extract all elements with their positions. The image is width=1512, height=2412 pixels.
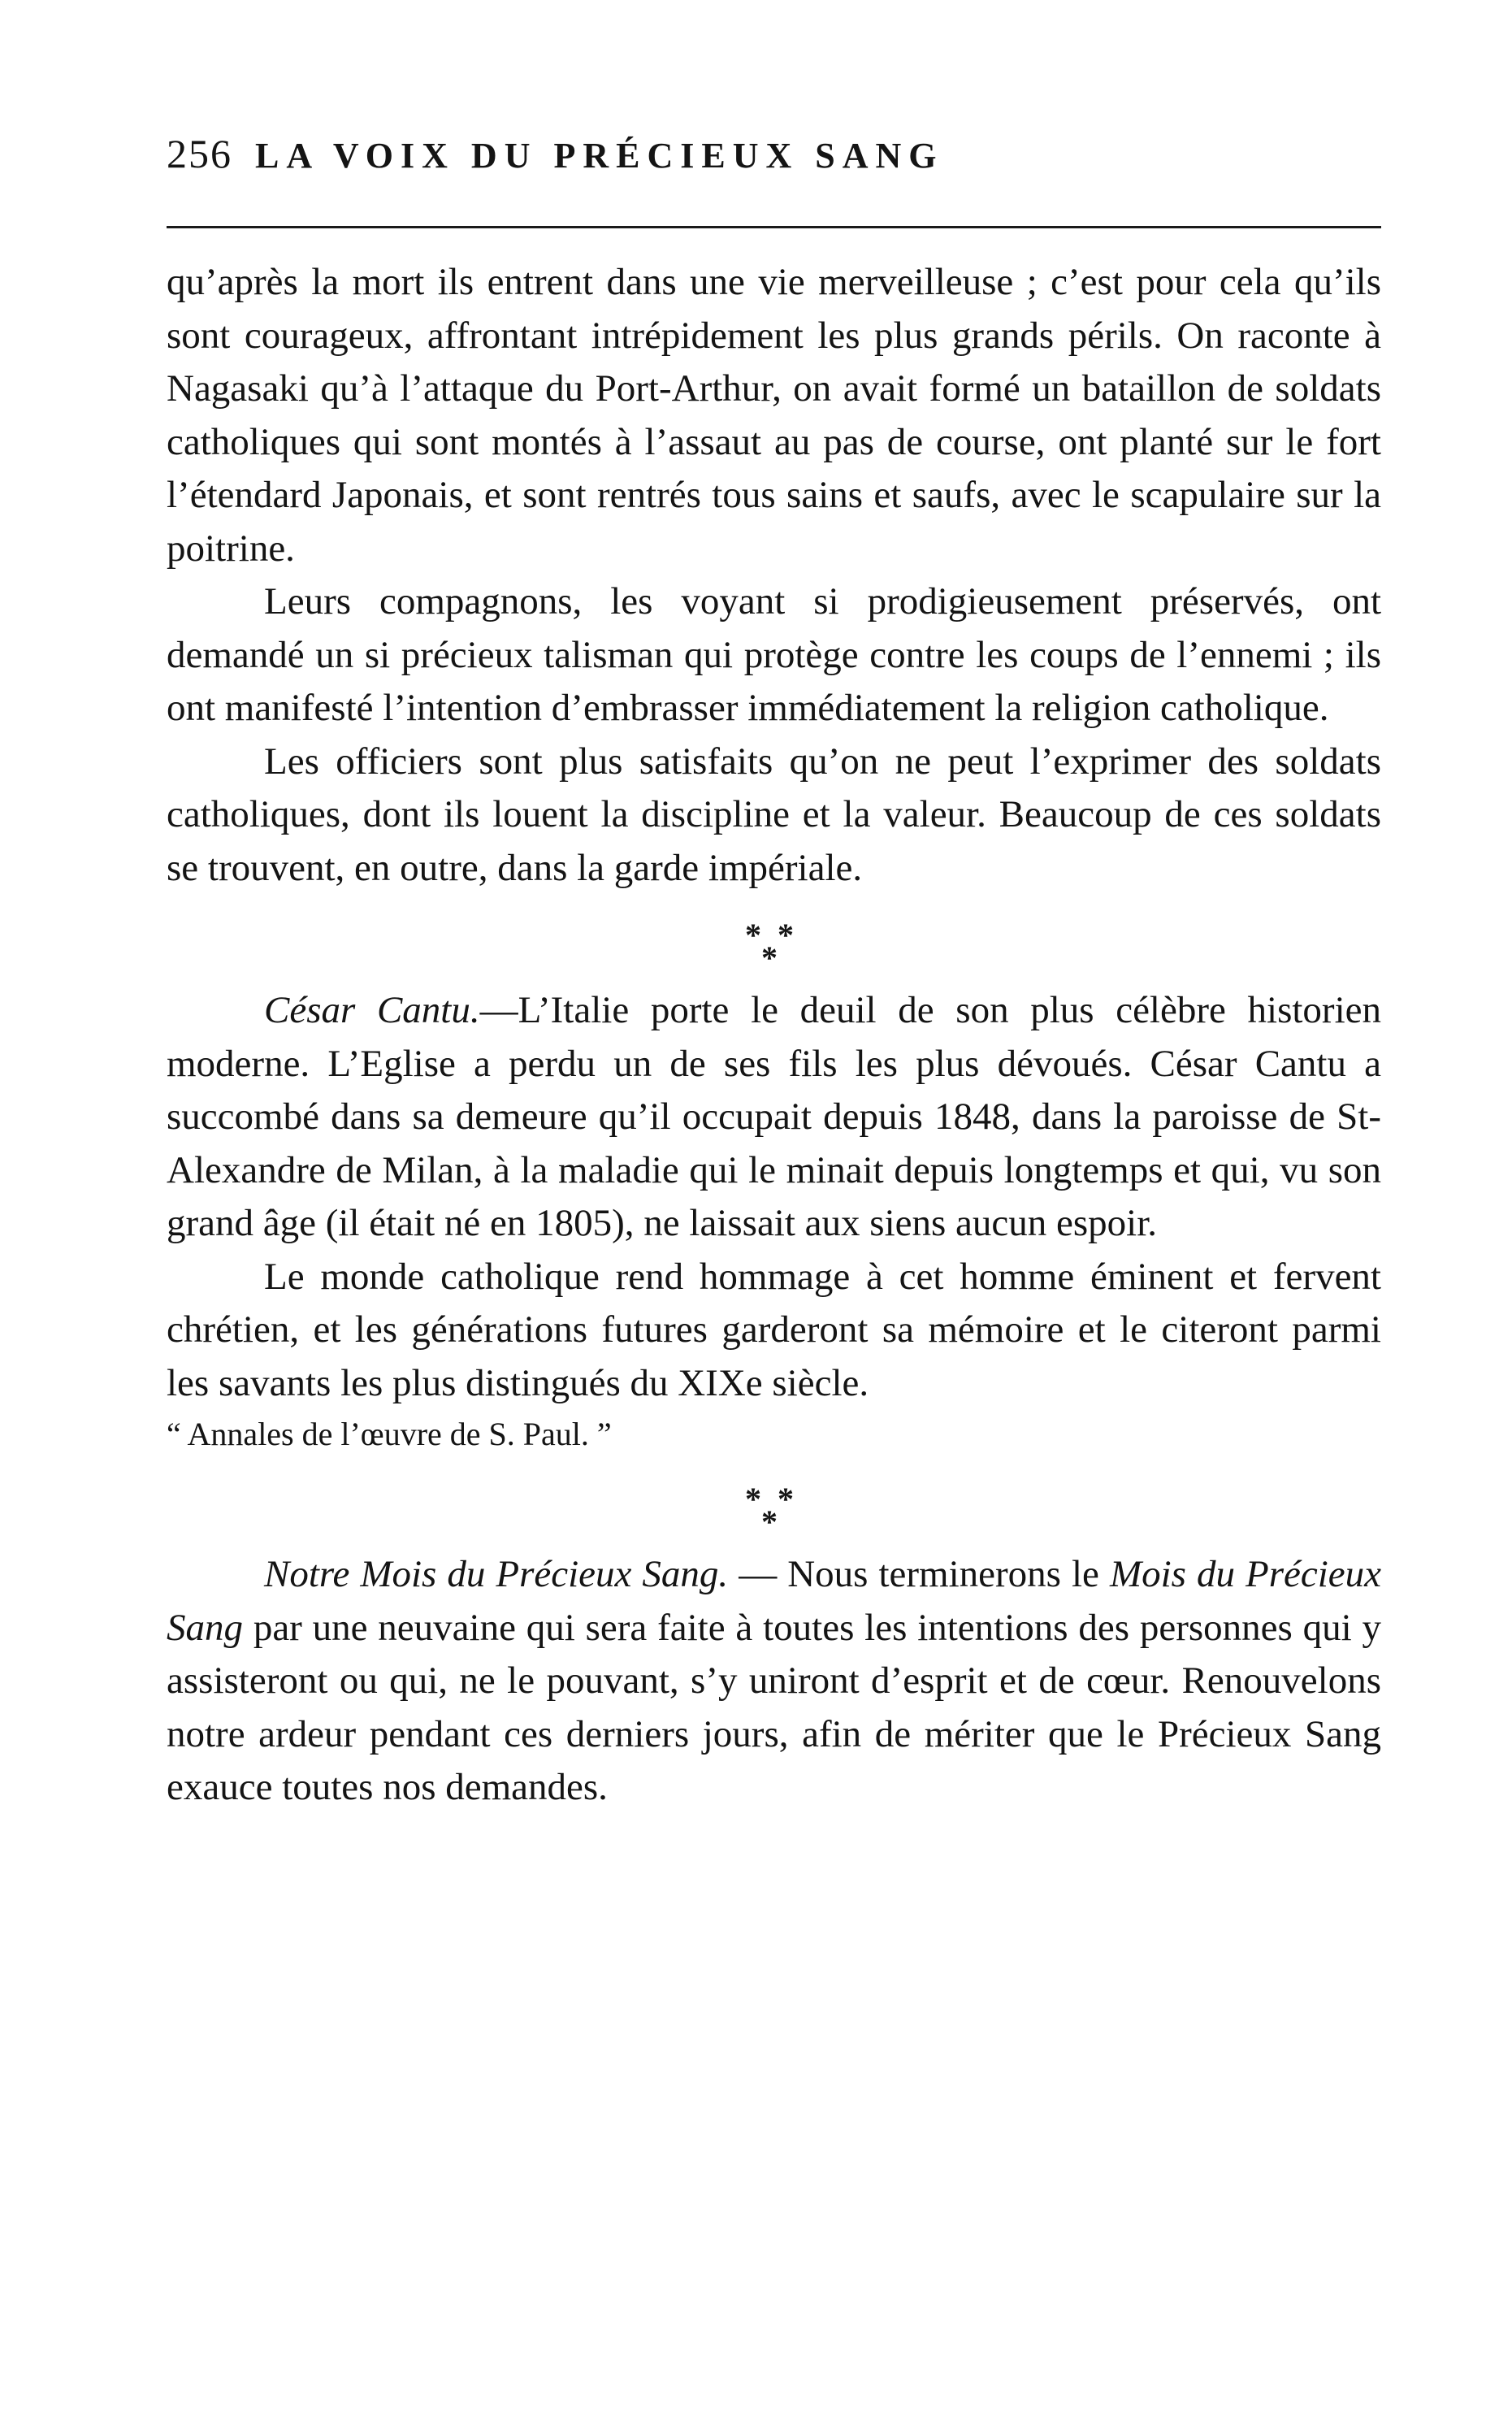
paragraph-mois-precieux-sang — [167, 1548, 1381, 1815]
paragraph-compagnons: Leurs compagnons, les voyant si prodigieusement préservés, ont demandé un si précieux talisman qui protège contre les coups de l’ennemi ; ils ont manifesté l’intention d’embrasser immédiatement la religion catholique. — [167, 580, 1381, 729]
asterism-divider — [167, 1459, 1381, 1548]
asterism-star: * — [745, 917, 761, 953]
asterism-divider — [167, 895, 1381, 984]
paragraph-nagasaki: qu’après la mort ils entrent dans une vie merveilleuse ; c’est pour cela qu’ils sont courageux, affrontant intrépidement les plus grands périls. On raconte à Nagasaki qu’à l’attaque du Port-Arthur, on avait formé un bataillon de soldats catholiques qui sont montés à l’assaut au pas de course, ont planté sur le fort l’étendard Japonais, et sont rentrés tous sains et saufs, avec le scapulaire sur la poitrine. — [167, 261, 1381, 570]
asterism-star: * — [745, 1481, 761, 1517]
paragraph-mois-text-a: — Nous terminerons le — [728, 1553, 1110, 1595]
paragraph-monde-catholique: Le monde catholique rend hommage à cet homme éminent et fervent chrétien, et les générations futures garderont sa mémoire et le citeront parmi les savants les plus distingués du XIXe siècle. — [167, 1255, 1381, 1404]
paragraph-mois-text-b: par une neuvaine qui sera faite à toutes les intentions des personnes qui y assisteront ou qui, ne le pouvant, s’y uniront d’esprit et de cœur. Renouvelons notre ardeur pendant ces derniers jours, afin de mériter que le Précieux Sang exauce toutes nos demandes. — [167, 1606, 1381, 1808]
asterism-star: * — [778, 1481, 794, 1517]
asterism-star: * — [778, 917, 794, 953]
page-number: 256 — [167, 131, 232, 176]
asterism-star: * — [761, 939, 778, 976]
italic-mois-du-precieux-sang: Mois du Précieux Sang — [167, 1553, 1381, 1649]
document-page — [167, 130, 1381, 1815]
body-text — [167, 256, 1381, 1815]
paragraph-cesar-cantu-text: —L’Italie porte le deuil de son plus célèbre historien moderne. L’Eglise a perdu un de ses fils les plus dévoués. César Cantu a succombé dans sa demeure qu’il occupait depuis 1848, dans la paroisse de St-Alexandre de Milan, à la maladie qui le minait depuis longtemps et qui, vu son grand âge (il était né en 1805), ne laissait aux siens aucun espoir. — [167, 989, 1381, 1244]
section-title-cesar-cantu: César Cantu. — [264, 989, 480, 1031]
page-header — [167, 130, 1381, 211]
running-head: LA VOIX DU PRÉCIEUX SANG — [255, 136, 944, 176]
paragraph-officiers: Les officiers sont plus satisfaits qu’on ne peut l’exprimer des soldats catholiques, dont ils louent la discipline et la valeur. Beaucoup de ces soldats se trouvent, en outre, dans la garde impériale. — [167, 740, 1381, 889]
section-title-notre-mois: Notre Mois du Précieux Sang. — [264, 1553, 729, 1595]
header-rule — [167, 226, 1381, 228]
citation-annales: “ Annales de l’œuvre de S. Paul. ” — [167, 1416, 612, 1452]
asterism-star: * — [761, 1503, 778, 1540]
paragraph-cesar-cantu — [167, 984, 1381, 1251]
